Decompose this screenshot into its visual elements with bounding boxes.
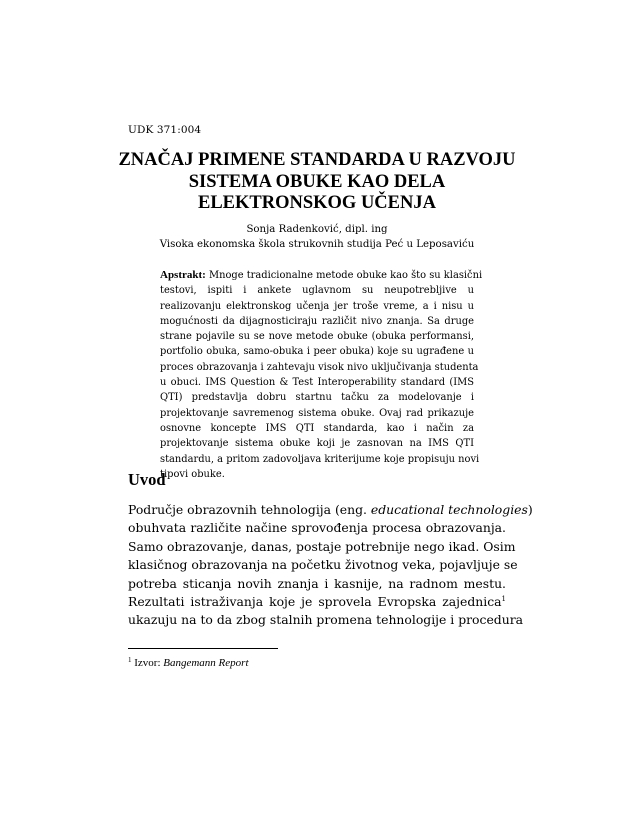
body-line: potreba sticanja novih znanja i kasnije, na radnom mestu. [128,575,506,591]
abstract [160,268,483,482]
body-line: ukazuju na to da zbog stalnih promena tehnologije i procedura [128,612,523,628]
italic-term: educational technologies [370,502,528,517]
title-line: ELEKTRONSKOG UČENJA [198,193,436,213]
abstract-label: Apstrakt: [160,269,206,281]
abstract-line: tipovi obuke. [160,468,225,480]
abstract-line: standardu, a pritom zadovoljava kriterijume koje propisuju novi [160,453,480,465]
abstract-line: strane pojavile su se nove metode obuke (obuka performansi, [160,331,474,343]
footnote-divider [128,648,278,649]
body-paragraph [128,501,533,630]
paper-title [118,150,516,215]
title-line: ZNAČAJ PRIMENE STANDARDA U RAZVOJU [118,150,516,170]
body-line: klasičnog obrazovanja na početku životnog veka, pojavljuje se [128,557,518,573]
abstract-line: testovi, ispiti i ankete uglavnom su neupotrebljive u [160,285,474,297]
body-line: Rezultati istraživanja koje je sprovela Evropska zajednica$^1$ [128,594,506,610]
abstract-line: portfolio obuka, samo-obuka i peer obuka) koje su ugrađene u [160,346,474,358]
abstract-line: realizovanju elektronskog učenja jer troše vreme, a i nisu u [160,300,474,312]
udk-code: UDK 371:004 [128,124,202,136]
author-name: Sonja Radenković, dipl. ing [246,224,388,235]
body-line: obuhvata različite načine sprovođenja procesa obrazovanja. [128,520,506,536]
abstract-line: mogućnosti da dijagnosticiraju različit nivo znanja. Sa druge [160,315,474,327]
abstract-line: projektovanje savremenog sistema obuke. Ovaj rad prikazuje [160,407,474,419]
footnote-label: Izvor: [134,657,161,669]
body-line: Područje obrazovnih tehnologija (eng. educational technologies) [128,502,533,517]
abstract-line: QTI) predstavlja dobru startnu tačku za modelovanje i [160,392,474,404]
abstract-line: u obuci. IMS Question & Test Interoperability standard (IMS [160,377,474,389]
abstract-line: osnovne koncepte IMS QTI standarda, kao i način za [160,422,474,434]
author-affiliation: Visoka ekonomska škola strukovnih studija Peć u Leposaviću [159,239,475,250]
footnote-marker: 1 [128,656,132,664]
footnote-reference[interactable]: 1 [501,595,506,604]
abstract-line: projektovanje sistema obuke koji je zasnovan na IMS QTI [160,438,474,450]
abstract-line: Apstrakt: Mnoge tradicionalne metode obuke kao što su klasični [160,269,483,281]
body-line: Samo obrazovanje, danas, postaje potrebnije nego ikad. Osim [128,538,516,554]
footnote [128,656,249,669]
abstract-line: proces obrazovanja i zahtevaju visok nivo uključivanja studenta [160,361,479,373]
section-heading: Uvod [128,470,166,489]
title-line: SISTEMA OBUKE KAO DELA [188,171,446,192]
footnote-source: Bangemann Report [163,657,249,669]
